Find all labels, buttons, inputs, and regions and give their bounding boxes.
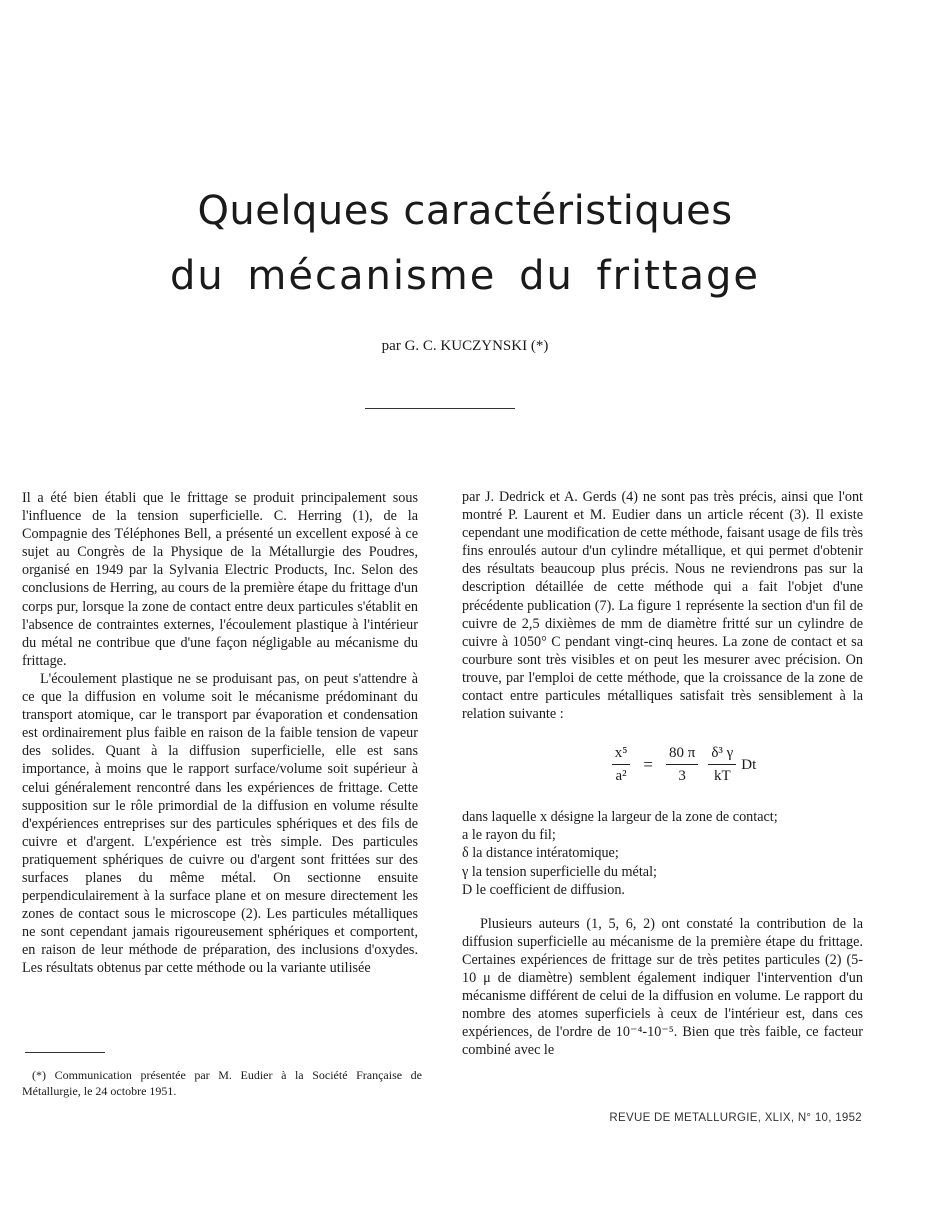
title-line-1: Quelques caractéristiques: [197, 188, 733, 234]
equation-constant-denominator: 3: [678, 768, 686, 785]
right-column: [462, 488, 863, 1059]
equation-constant-numerator: 80 π: [666, 743, 698, 765]
definition-item: δ la distance intératomique;: [462, 845, 619, 862]
left-column: [22, 489, 418, 978]
body-paragraph-3: par J. Dedrick et A. Gerds (4) ne sont pas très précis, ainsi que l'ont montré P. Laurent et M. Eudier dans un article récent (3). Il existe cependant une modification de cette méthode, faisant usage de fils très fins enroulés autour d'un cylindre métallique, et qui permet d'obtenir des résultats beaucoup plus précis. Nous ne reviendrons pas sur la description détaillée de cette méthode qui a fait l'objet d'une précédente publication (7). La figure 1 représente la section d'un fil de cuivre de 2,5 dixièmes de mm de diamètre fritté sur un cylindre de cuivre à 1050° C pendant vingt-cinq heures. La zone de contact et sa courbure sont très visibles et on peut les mesurer avec précision. On trouve, par l'emploi de cette méthode, que la croissance de la zone de contact entre particules métalliques satisfait très sensiblement à la relation suivante :: [462, 489, 863, 723]
body-paragraph-1: Il a été bien établi que le frittage se produit principalement sous l'influence de la tension superficielle. C. Herring (1), de la Compagnie des Téléphones Bell, a présenté un excellent exposé à ce sujet au Congrès de la Physique de la Métallurgie des Poudres, organisé en 1949 par la Sylvania Electric Products, Inc. Selon des conclusions de Herring, au cours de la première étape du frittage d'un corps pur, lorsque la zone de contact entre deux particules s'établit en l'absence de contraintes externes, l'écoulement plastique à l'intérieur du métal ne contribue que d'une façon négligable au mécanisme du frittage.: [22, 490, 418, 669]
title-separator-rule: [365, 408, 515, 409]
equation-lhs-numerator: x⁵: [612, 743, 631, 765]
sintering-equation: [500, 743, 863, 786]
title-line-2: du mécanisme du frittage: [169, 253, 761, 299]
equation-lhs-fraction: [612, 743, 631, 786]
equation-ratio-denominator: kT: [713, 768, 731, 785]
footnote: (*) Communication présentée par M. Eudier à la Société Française de Métallurgie, le 24 octobre 1951.: [22, 1068, 422, 1098]
body-paragraph-4: Plusieurs auteurs (1, 5, 6, 2) ont constaté la contribution de la diffusion superficielle au mécanisme de la première étape du frittage. Certaines expériences de frittage sur de très petites particules (2) (5-10 μ de diamètre) semblent également indiquer l'intervention d'un mécanisme différent de celui de la diffusion en volume. Le rapport du nombre des atomes superficiels à ceux de l'intérieur est, dans ces expériences, de l'ordre de 10⁻⁴-10⁻⁵. Bien que très faible, ce facteur combiné avec le: [462, 915, 863, 1059]
equation-diffusion-term: Dt: [741, 756, 757, 773]
author-byline: par G. C. KUCZYNSKI (*): [381, 338, 549, 354]
equation-equals-sign: =: [643, 754, 654, 774]
equation-ratio-numerator: δ³ γ: [708, 743, 736, 765]
definition-item: D le coefficient de diffusion.: [462, 881, 625, 898]
journal-reference: REVUE DE METALLURGIE, XLIX, N° 10, 1952: [609, 1112, 862, 1124]
definition-item: a le rayon du fil;: [462, 827, 556, 844]
variable-definitions: [462, 808, 863, 898]
definition-item: γ la tension superficielle du métal;: [462, 863, 657, 880]
footnote-separator-rule: [25, 1052, 105, 1053]
equation-constant-fraction: [666, 743, 698, 786]
definitions-intro: dans laquelle x désigne la largeur de la zone de contact;: [462, 809, 778, 826]
body-paragraph-2: L'écoulement plastique ne se produisant pas, on peut s'attendre à ce que la diffusion en volume soit le mécanisme prédominant du transport atomique, car le transport par évaporation et condensation est ordinairement plus faible en raison de la faible tension de vapeur des solides. Quant à la diffusion superficielle, elle est sans importance, à moins que le rapport surface/volume soit supérieur à celui généralement rencontré dans les expériences de frittage. Cette supposition sur le rôle primordial de la diffusion en volume résulte d'expériences entreprises sur des particules sphériques et des fils de cuivre et d'argent. L'expérience est très simple. Des particules pratiquement sphériques de cuivre ou d'argent sont frittées sur des surfaces planes du même métal. On sectionne ensuite perpendiculairement à la surface plane et on mesure directement les zones de contact sous le microscope (2). Les particules métalliques ne sont cependant jamais rigoureusement sphériques et comportent, en raison de leur méthode de préparation, des inclusions d'oxydes. Les résultats obtenus par cette méthode ou la variante utilisée: [22, 670, 418, 977]
equation-lhs-denominator: a²: [615, 768, 627, 785]
equation-ratio-fraction: [708, 743, 736, 786]
